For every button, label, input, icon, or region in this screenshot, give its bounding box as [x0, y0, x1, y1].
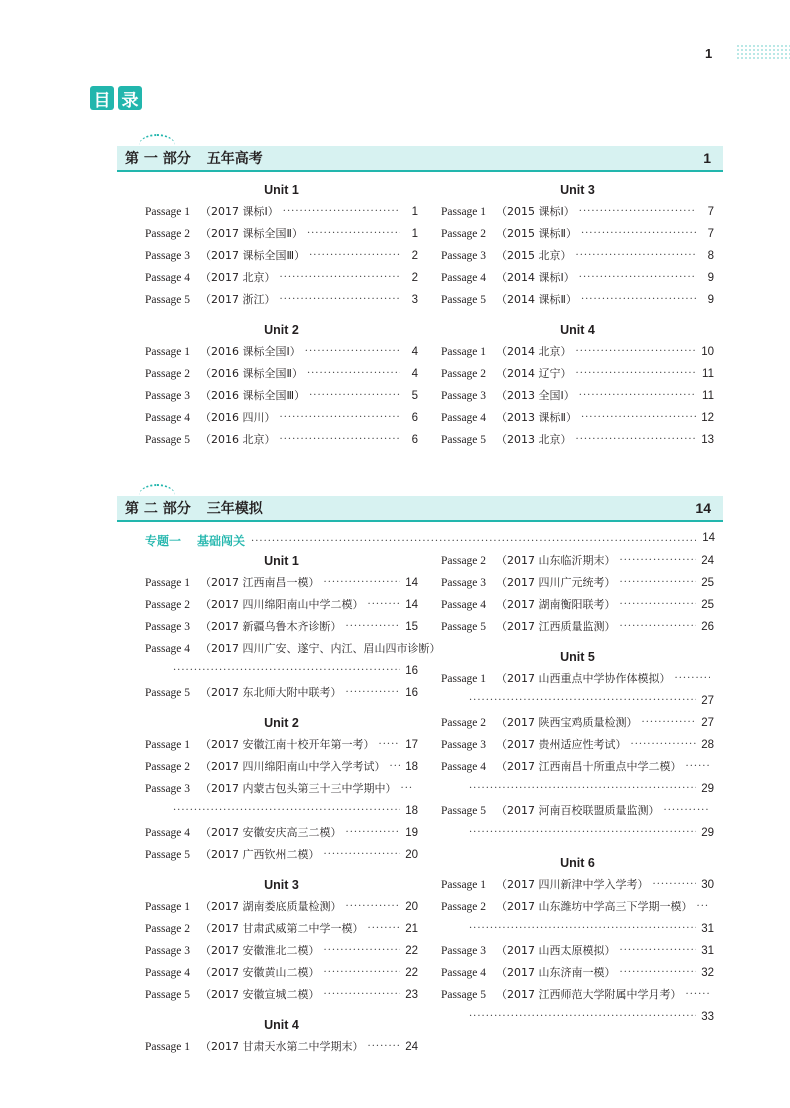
passage-label: Passage 5 — [145, 687, 191, 699]
passage-label: Passage 3 — [145, 945, 191, 957]
passage-source: （2017 课标全国Ⅲ） — [200, 249, 306, 262]
passage-source: （2014 课标Ⅱ） — [496, 293, 577, 306]
dot-leader — [469, 1006, 696, 1028]
toc-entry[interactable] — [145, 341, 418, 363]
part-1-header[interactable] — [117, 146, 723, 172]
passage-label: Passage 3 — [441, 945, 487, 957]
unit-heading: Unit 4 — [264, 1018, 299, 1032]
arc-decoration — [139, 134, 175, 156]
unit-heading: Unit 1 — [264, 554, 299, 568]
passage-source: （2017 江西南昌一模） — [200, 576, 320, 589]
passage-label: Passage 2 — [441, 228, 487, 240]
toc-entry[interactable] — [441, 616, 714, 638]
toc-entry[interactable] — [145, 267, 418, 289]
dot-leader — [379, 734, 400, 756]
part-1-right-column — [441, 179, 714, 451]
dot-leader — [579, 201, 696, 223]
part-1-left-column — [145, 179, 418, 451]
dot-leader — [469, 822, 696, 844]
dot-leader — [469, 690, 696, 712]
part-label: 第 一 部分 — [125, 151, 191, 167]
toc-entry[interactable] — [145, 778, 418, 800]
part-page: 1 — [703, 150, 711, 166]
passage-source: （2017 山东潍坊中学高三下学期一模） — [496, 900, 693, 913]
passage-source: （2017 湖南娄底质量检测） — [200, 900, 342, 913]
toc-entry[interactable] — [145, 289, 418, 311]
toc-entry[interactable] — [145, 962, 418, 984]
dot-leader — [368, 594, 400, 616]
unit-heading: Unit 5 — [560, 650, 595, 664]
dot-leader — [173, 660, 400, 682]
toc-entry[interactable] — [145, 201, 418, 223]
toc-entry[interactable] — [145, 407, 418, 429]
passage-source: （2015 课标Ⅰ） — [496, 205, 575, 218]
passage-label: Passage 5 — [145, 434, 191, 446]
dot-leader — [309, 385, 400, 407]
toc-entry[interactable] — [441, 940, 714, 962]
passage-label: Passage 2 — [145, 923, 191, 935]
passage-source: （2015 课标Ⅱ） — [496, 227, 577, 240]
part-name: 三年模拟 — [206, 501, 263, 517]
passage-label: Passage 5 — [441, 294, 487, 306]
passage-source: （2017 安徽安庆高三二模） — [200, 826, 342, 839]
page-ref: 1 — [411, 228, 418, 240]
page-ref: 13 — [701, 434, 714, 446]
toc-entry[interactable] — [145, 245, 418, 267]
dot-leader — [283, 201, 400, 223]
dot-leader — [620, 550, 696, 572]
dot-leader — [576, 341, 696, 363]
page-ref: 7 — [707, 228, 714, 240]
part-2-right-column — [441, 550, 714, 1028]
part-name: 五年高考 — [206, 151, 263, 167]
page-ref: 25 — [701, 577, 714, 589]
toc-entry-continuation[interactable] — [441, 918, 714, 940]
passage-label: Passage 4 — [441, 761, 487, 773]
passage-label: Passage 4 — [145, 827, 191, 839]
dot-leader — [368, 1036, 400, 1058]
toc-entry-continuation[interactable] — [145, 800, 418, 822]
passage-source: （2017 江西师范大学附属中学月考） — [496, 988, 682, 1001]
passage-source: （2017 四川新津中学入学考） — [496, 878, 649, 891]
page-ref: 11 — [702, 368, 714, 380]
toc-entry[interactable] — [441, 984, 714, 1006]
passage-source: （2013 全国Ⅰ） — [496, 389, 575, 402]
passage-source: （2014 课标Ⅰ） — [496, 271, 575, 284]
passage-label: Passage 5 — [441, 434, 487, 446]
passage-label: Passage 5 — [441, 621, 487, 633]
passage-source: （2013 课标Ⅱ） — [496, 411, 577, 424]
dot-leader — [280, 289, 400, 311]
page-ref: 27 — [701, 717, 714, 729]
dot-leader — [307, 363, 400, 385]
toc-entry[interactable] — [441, 668, 714, 690]
page-ref: 29 — [701, 827, 714, 839]
topic-page: 14 — [702, 532, 715, 544]
passage-source: （2016 课标全国Ⅱ） — [200, 367, 303, 380]
dot-leader — [307, 223, 400, 245]
passage-source: （2017 课标全国Ⅱ） — [200, 227, 303, 240]
passage-source: （2017 江西质量监测） — [496, 620, 616, 633]
toc-entry-continuation[interactable] — [441, 690, 714, 712]
page-ref: 26 — [701, 621, 714, 633]
dot-leader — [368, 918, 400, 940]
toc-entry[interactable] — [145, 1036, 418, 1058]
page-ref: 25 — [701, 599, 714, 611]
dot-leader — [305, 341, 400, 363]
toc-entry-continuation[interactable] — [145, 660, 418, 682]
page-ref: 6 — [411, 434, 418, 446]
toc-entry[interactable] — [145, 918, 418, 940]
passage-label: Passage 4 — [145, 272, 191, 284]
passage-label: Passage 2 — [441, 555, 487, 567]
passage-label: Passage 3 — [441, 739, 487, 751]
page-ref: 30 — [701, 879, 714, 891]
passage-label: Passage 2 — [441, 368, 487, 380]
passage-source: （2017 四川广元统考） — [496, 576, 616, 589]
toc-entry[interactable] — [441, 800, 714, 822]
toc-entry[interactable] — [441, 712, 714, 734]
dot-leader — [686, 984, 710, 1006]
passage-label: Passage 3 — [145, 783, 191, 795]
passage-source: （2017 北京） — [200, 271, 276, 284]
dot-leader — [581, 289, 696, 311]
page-ref: 28 — [701, 739, 714, 751]
passage-label: Passage 4 — [145, 412, 191, 424]
passage-source: （2017 贵州适应性考试） — [496, 738, 627, 751]
page-ref: 22 — [405, 967, 418, 979]
dot-leader — [324, 940, 400, 962]
dot-leader — [324, 962, 400, 984]
toc-entry[interactable] — [145, 940, 418, 962]
passage-source: （2017 广西钦州二模） — [200, 848, 320, 861]
passage-source: （2017 新疆乌鲁木齐诊断） — [200, 620, 342, 633]
dot-leader — [697, 896, 710, 918]
dot-leader — [686, 756, 710, 778]
dot-leader — [620, 594, 696, 616]
toc-entry-continuation[interactable] — [441, 822, 714, 844]
passage-label: Passage 4 — [441, 272, 487, 284]
passage-label: Passage 1 — [145, 1041, 191, 1053]
passage-label: Passage 3 — [441, 577, 487, 589]
toc-entry-continuation[interactable] — [441, 778, 714, 800]
page-ref: 23 — [405, 989, 418, 1001]
dot-leader — [280, 407, 400, 429]
arc-decoration — [139, 484, 175, 506]
passage-source: （2017 课标Ⅰ） — [200, 205, 279, 218]
toc-entry[interactable] — [441, 289, 714, 311]
page-ref: 2 — [411, 250, 418, 262]
dot-leader — [620, 940, 696, 962]
passage-label: Passage 1 — [441, 879, 487, 891]
passage-label: Passage 4 — [441, 599, 487, 611]
passage-source: （2016 四川） — [200, 411, 276, 424]
toc-entry[interactable] — [441, 341, 714, 363]
toc-entry[interactable] — [145, 572, 418, 594]
page-number: 1 — [705, 46, 713, 61]
page-ref: 22 — [405, 945, 418, 957]
passage-source: （2017 东北师大附中联考） — [200, 686, 342, 699]
unit-heading: Unit 6 — [560, 856, 595, 870]
page-ref: 20 — [405, 849, 418, 861]
toc-entry[interactable] — [441, 572, 714, 594]
toc-entry[interactable] — [145, 363, 418, 385]
passage-label: Passage 3 — [441, 390, 487, 402]
dot-leader — [251, 532, 696, 552]
dot-leader — [576, 429, 696, 451]
page-ref: 8 — [707, 250, 714, 262]
dot-leader — [642, 712, 696, 734]
page-ref: 14 — [405, 599, 418, 611]
page-ref: 9 — [707, 272, 714, 284]
toc-entry[interactable] — [441, 550, 714, 572]
dot-leader — [346, 822, 400, 844]
toc-entry[interactable] — [145, 984, 418, 1006]
part-page: 14 — [695, 500, 711, 516]
dot-leader — [581, 407, 696, 429]
passage-label: Passage 4 — [441, 412, 487, 424]
page-ref: 9 — [707, 294, 714, 306]
page-ref: 20 — [405, 901, 418, 913]
toc-entry[interactable] — [145, 682, 418, 704]
toc-entry[interactable] — [145, 734, 418, 756]
toc-entry[interactable] — [441, 734, 714, 756]
passage-label: Passage 1 — [441, 206, 487, 218]
page-ref: 17 — [405, 739, 418, 751]
dot-leader — [280, 267, 400, 289]
dot-leader — [324, 844, 400, 866]
dot-leader — [469, 918, 696, 940]
unit-heading: Unit 4 — [560, 323, 595, 337]
page-ref: 29 — [701, 783, 714, 795]
topic-name: 基础闯关 — [197, 534, 246, 548]
passage-label: Passage 4 — [145, 967, 191, 979]
passage-source: （2017 陕西宝鸡质量检测） — [496, 716, 638, 729]
passage-source: （2017 四川广安、遂宁、内江、眉山四市诊断） — [200, 642, 441, 655]
passage-label: Passage 2 — [145, 228, 191, 240]
dot-leader — [675, 668, 710, 690]
passage-label: Passage 5 — [145, 294, 191, 306]
dot-pattern-decoration — [736, 44, 790, 60]
page-ref: 33 — [701, 1011, 714, 1023]
page-ref: 31 — [701, 945, 714, 957]
dot-leader — [631, 734, 696, 756]
dot-leader — [280, 429, 400, 451]
page-ref: 16 — [405, 687, 418, 699]
toc-entry[interactable] — [145, 594, 418, 616]
toc-entry[interactable] — [145, 223, 418, 245]
dot-leader — [346, 896, 400, 918]
passage-source: （2013 北京） — [496, 433, 572, 446]
passage-source: （2017 山东临沂期末） — [496, 554, 616, 567]
passage-label: Passage 1 — [145, 901, 191, 913]
dot-leader — [309, 245, 400, 267]
toc-entry[interactable] — [145, 429, 418, 451]
page-ref: 10 — [701, 346, 714, 358]
page-ref: 3 — [411, 294, 418, 306]
page-ref: 2 — [411, 272, 418, 284]
toc-title — [90, 86, 142, 110]
page-ref: 7 — [707, 206, 714, 218]
page-ref: 5 — [411, 390, 418, 402]
passage-source: （2017 安徽淮北二模） — [200, 944, 320, 957]
toc-title-char: 目 — [90, 86, 114, 110]
toc-entry[interactable] — [145, 896, 418, 918]
passage-label: Passage 4 — [145, 643, 191, 655]
dot-leader — [346, 682, 400, 704]
page-ref: 18 — [405, 761, 418, 773]
passage-source: （2017 甘肃武威第二中学一模） — [200, 922, 364, 935]
dot-leader — [579, 267, 696, 289]
page-ref: 14 — [405, 577, 418, 589]
dot-leader — [390, 756, 400, 778]
dot-leader — [620, 616, 696, 638]
passage-label: Passage 5 — [145, 989, 191, 1001]
page-ref: 24 — [701, 555, 714, 567]
toc-entry[interactable] — [145, 844, 418, 866]
passage-label: Passage 3 — [145, 621, 191, 633]
toc-entry[interactable] — [441, 385, 714, 407]
toc-entry[interactable] — [441, 896, 714, 918]
passage-label: Passage 2 — [145, 761, 191, 773]
unit-heading: Unit 2 — [264, 323, 299, 337]
page-ref: 24 — [405, 1041, 418, 1053]
part-label: 第 二 部分 — [125, 501, 191, 517]
part-2-header[interactable] — [117, 496, 723, 522]
dot-leader — [620, 572, 696, 594]
passage-label: Passage 2 — [145, 599, 191, 611]
dot-leader — [620, 962, 696, 984]
passage-source: （2017 内蒙古包头第三十三中学期中） — [200, 782, 397, 795]
toc-entry[interactable] — [441, 874, 714, 896]
page-ref: 21 — [405, 923, 418, 935]
toc-entry[interactable] — [441, 756, 714, 778]
page-ref: 18 — [405, 805, 418, 817]
passage-label: Passage 5 — [441, 989, 487, 1001]
dot-leader — [346, 616, 400, 638]
toc-entry-continuation[interactable] — [441, 1006, 714, 1028]
passage-label: Passage 2 — [441, 901, 487, 913]
passage-source: （2017 浙江） — [200, 293, 276, 306]
toc-entry[interactable] — [441, 245, 714, 267]
passage-label: Passage 3 — [441, 250, 487, 262]
page-ref: 4 — [411, 346, 418, 358]
page-ref: 12 — [701, 412, 714, 424]
unit-heading: Unit 2 — [264, 716, 299, 730]
dot-leader — [324, 572, 400, 594]
passage-label: Passage 3 — [145, 390, 191, 402]
page-ref: 15 — [405, 621, 418, 633]
passage-source: （2017 甘肃天水第二中学期末） — [200, 1040, 364, 1053]
passage-source: （2017 四川绵阳南山中学二模） — [200, 598, 364, 611]
unit-heading: Unit 1 — [264, 183, 299, 197]
dot-leader — [401, 778, 414, 800]
toc-entry[interactable] — [441, 363, 714, 385]
dot-leader — [576, 363, 696, 385]
dot-leader — [469, 778, 696, 800]
passage-label: Passage 2 — [145, 368, 191, 380]
dot-leader — [173, 800, 400, 822]
page-ref: 31 — [701, 923, 714, 935]
toc-entry[interactable] — [145, 822, 418, 844]
passage-source: （2016 课标全国Ⅰ） — [200, 345, 301, 358]
page-ref: 19 — [405, 827, 418, 839]
passage-source: （2017 河南百校联盟质量监测） — [496, 804, 660, 817]
toc-entry[interactable] — [441, 201, 714, 223]
passage-source: （2015 北京） — [496, 249, 572, 262]
toc-entry[interactable] — [145, 616, 418, 638]
passage-label: Passage 3 — [145, 250, 191, 262]
topic-label: 专题一 — [145, 534, 182, 548]
passage-label: Passage 1 — [441, 346, 487, 358]
page-ref: 4 — [411, 368, 418, 380]
passage-label: Passage 4 — [441, 967, 487, 979]
passage-source: （2017 山东济南一模） — [496, 966, 616, 979]
dot-leader — [576, 245, 696, 267]
passage-source: （2014 北京） — [496, 345, 572, 358]
page-ref: 27 — [701, 695, 714, 707]
passage-source: （2017 山西太原模拟） — [496, 944, 616, 957]
passage-label: Passage 1 — [441, 673, 487, 685]
toc-entry[interactable] — [145, 756, 418, 778]
toc-entry[interactable] — [441, 407, 714, 429]
passage-label: Passage 5 — [441, 805, 487, 817]
passage-label: Passage 1 — [145, 577, 191, 589]
page-ref: 6 — [411, 412, 418, 424]
passage-source: （2017 安徽黄山二模） — [200, 966, 320, 979]
toc-entry[interactable] — [441, 594, 714, 616]
passage-label: Passage 1 — [145, 206, 191, 218]
dot-leader — [324, 984, 400, 1006]
topic-row[interactable] — [145, 532, 715, 552]
passage-source: （2017 四川绵阳南山中学入学考试） — [200, 760, 386, 773]
passage-source: （2017 江西南昌十所重点中学二模） — [496, 760, 682, 773]
passage-label: Passage 1 — [145, 346, 191, 358]
dot-leader — [664, 800, 710, 822]
page-ref: 32 — [701, 967, 714, 979]
passage-source: （2014 辽宁） — [496, 367, 572, 380]
part-2-left-column — [145, 550, 441, 1058]
page-ref: 1 — [411, 206, 418, 218]
toc-entry[interactable] — [145, 385, 418, 407]
passage-label: Passage 2 — [441, 717, 487, 729]
passage-source: （2017 安徽江南十校开年第一考） — [200, 738, 375, 751]
dot-leader — [581, 223, 696, 245]
dot-leader — [579, 385, 696, 407]
passage-label: Passage 5 — [145, 849, 191, 861]
passage-source: （2016 北京） — [200, 433, 276, 446]
passage-source: （2017 湖南衡阳联考） — [496, 598, 616, 611]
passage-source: （2017 山西重点中学协作体模拟） — [496, 672, 671, 685]
unit-heading: Unit 3 — [264, 878, 299, 892]
toc-entry[interactable] — [441, 962, 714, 984]
toc-entry[interactable] — [145, 638, 441, 660]
toc-title-char: 录 — [118, 86, 142, 110]
dot-leader — [653, 874, 696, 896]
unit-heading: Unit 3 — [560, 183, 595, 197]
page-ref: 16 — [405, 665, 418, 677]
page-ref: 11 — [702, 390, 714, 402]
passage-source: （2017 安徽宣城二模） — [200, 988, 320, 1001]
toc-entry[interactable] — [441, 267, 714, 289]
toc-entry[interactable] — [441, 223, 714, 245]
toc-entry[interactable] — [441, 429, 714, 451]
passage-source: （2016 课标全国Ⅲ） — [200, 389, 306, 402]
passage-label: Passage 1 — [145, 739, 191, 751]
